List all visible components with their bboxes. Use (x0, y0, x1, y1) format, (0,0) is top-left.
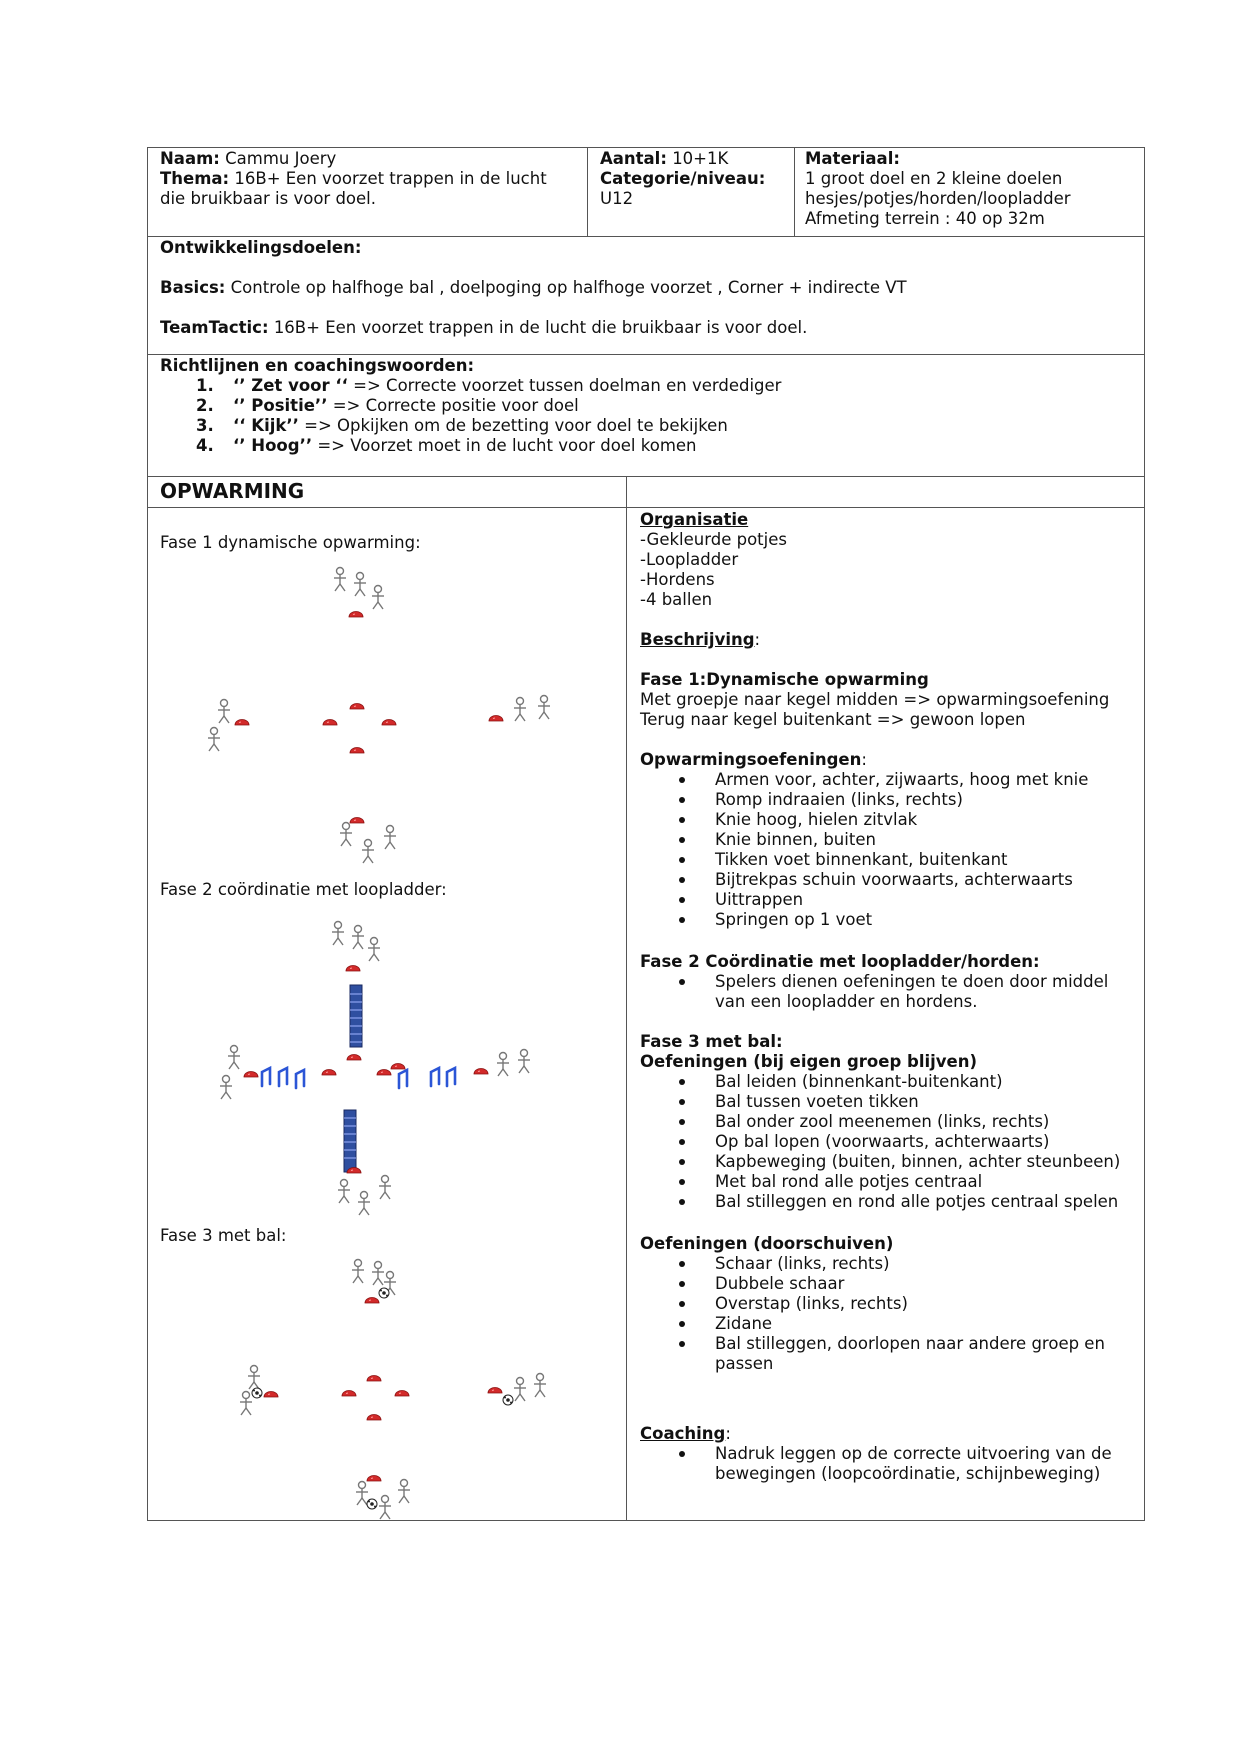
bullet (679, 777, 685, 783)
oef1-item: Bal stilleggen en rond alle potjes centraal spelen (715, 1192, 1119, 1211)
oef1-item: Op bal lopen (voorwaarts, achterwaarts) (715, 1132, 1050, 1151)
fase1-title: Fase 1:Dynamische opwarming (640, 670, 929, 689)
thema-line-2: die bruikbaar is voor doel. (160, 189, 376, 208)
bullet (679, 817, 685, 823)
doelen-title: Ontwikkelingsdoelen: (160, 238, 362, 257)
richtlijn-num: 4. (196, 436, 214, 455)
categorie-label: Categorie/niveau: (600, 169, 766, 188)
oef2-item: Overstap (links, rechts) (715, 1294, 908, 1313)
materiaal-item: hesjes/potjes/horden/loopladder (805, 189, 1071, 208)
fase1-line: Met groepje naar kegel midden => opwarmingsoefening (640, 690, 1110, 709)
bullet (679, 1301, 685, 1307)
oef1-item: Kapbeweging (buiten, binnen, achter steunbeen) (715, 1152, 1121, 1171)
bullet (679, 1261, 685, 1267)
bullet (679, 1179, 685, 1185)
oef1-item: Bal leiden (binnenkant-buitenkant) (715, 1072, 1003, 1091)
bullet (679, 1079, 685, 1085)
oefeningen-groep-title: Oefeningen (bij eigen groep blijven) (640, 1052, 978, 1071)
materiaal-label: Materiaal: (805, 149, 900, 168)
opwarmingsoefeningen-title: Opwarmingsoefeningen: (640, 750, 867, 769)
opw-item: Knie hoog, hielen zitvlak (715, 810, 918, 829)
fase1-line: Terug naar kegel buitenkant => gewoon lopen (640, 710, 1026, 729)
fase3-label: Fase 3 met bal: (160, 1226, 287, 1245)
opw-item: Tikken voet binnenkant, buitenkant (715, 850, 1008, 869)
thema-line: Thema: 16B+ Een voorzet trappen in de lucht (160, 169, 547, 188)
richtlijnen-title: Richtlijnen en coachingswoorden: (160, 356, 475, 375)
section-title: OPWARMING (160, 479, 305, 503)
bullet (679, 917, 685, 923)
fase3-diagram (240, 1260, 546, 1520)
bullet (679, 797, 685, 803)
coaching-item: Nadruk leggen op de correcte uitvoering van de (715, 1444, 1112, 1463)
fase2-item: Spelers dienen oefeningen te doen door middel (715, 972, 1109, 991)
fase2-item-cont: van een loopladder en hordens. (715, 992, 978, 1011)
aantal-line: Aantal: 10+1K (600, 149, 729, 168)
coaching-title: Coaching: (640, 1424, 731, 1443)
bullet (679, 1139, 685, 1145)
org-item: -4 ballen (640, 590, 713, 609)
bullet (679, 1199, 685, 1205)
org-item: -Hordens (640, 570, 715, 589)
basics-line: Basics: Controle op halfhoge bal , doelpoging op halfhoge voorzet , Corner + indirecte VT (160, 278, 907, 297)
opw-item: Knie binnen, buiten (715, 830, 876, 849)
bullet (679, 1281, 685, 1287)
oef1-item: Met bal rond alle potjes centraal (715, 1172, 983, 1191)
oef1-item: Bal onder zool meenemen (links, rechts) (715, 1112, 1050, 1131)
org-item: -Gekleurde potjes (640, 530, 787, 549)
richtlijn-num: 3. (196, 416, 214, 435)
bullet (679, 1451, 685, 1457)
bullet (679, 877, 685, 883)
opw-item: Bijtrekpas schuin voorwaarts, achterwaarts (715, 870, 1073, 889)
richtlijn-num: 1. (196, 376, 214, 395)
bullet (679, 857, 685, 863)
materiaal-item: Afmeting terrein : 40 op 32m (805, 209, 1045, 228)
opw-item: Springen op 1 voet (715, 910, 873, 929)
richtlijn-item: ‘’ Hoog’’ => Voorzet moet in de lucht voor doel komen (233, 436, 697, 455)
oef2-item: Dubbele schaar (715, 1274, 845, 1293)
bullet (679, 837, 685, 843)
bullet (679, 1159, 685, 1165)
richtlijn-item: ‘’ Positie’’ => Correcte positie voor doel (233, 396, 579, 415)
bullet (679, 1099, 685, 1105)
oefeningen-doorschuiven-title: Oefeningen (doorschuiven) (640, 1234, 894, 1253)
beschrijving-title: Beschrijving: (640, 630, 761, 649)
oef2-item: Schaar (links, rechts) (715, 1254, 890, 1273)
richtlijn-item: ‘’ Zet voor ‘‘ => Correcte voorzet tussen doelman en verdediger (233, 376, 782, 395)
bullet (679, 1119, 685, 1125)
oef2-item-cont: passen (715, 1354, 774, 1373)
organisatie-title: Organisatie (640, 510, 749, 529)
oef2-item: Zidane (715, 1314, 773, 1333)
oef2-item: Bal stilleggen, doorlopen naar andere groep en (715, 1334, 1105, 1353)
richtlijn-num: 2. (196, 396, 214, 415)
fase2-diagram (220, 922, 530, 1216)
teamtactic-line: TeamTactic: 16B+ Een voorzet trappen in de lucht die bruikbaar is voor doel. (160, 318, 808, 337)
bullet (679, 1321, 685, 1327)
naam-line: Naam: Cammu Joery (160, 149, 337, 168)
fase3-title: Fase 3 met bal: (640, 1032, 783, 1051)
bullet (679, 979, 685, 985)
fase1-label: Fase 1 dynamische opwarming: (160, 533, 421, 552)
oef1-item: Bal tussen voeten tikken (715, 1092, 919, 1111)
org-item: -Loopladder (640, 550, 739, 569)
fase2-label: Fase 2 coördinatie met loopladder: (160, 880, 447, 899)
opw-item: Uittrappen (715, 890, 804, 909)
bullet (679, 1341, 685, 1347)
materiaal-item: 1 groot doel en 2 kleine doelen (805, 169, 1063, 188)
fase1-diagram (208, 568, 550, 864)
opw-item: Romp indraaien (links, rechts) (715, 790, 963, 809)
categorie-value: U12 (600, 189, 634, 208)
opw-item: Armen voor, achter, zijwaarts, hoog met knie (715, 770, 1089, 789)
bullet (679, 897, 685, 903)
fase2-title: Fase 2 Coördinatie met loopladder/horden: (640, 952, 1040, 971)
coaching-item-cont: bewegingen (loopcoördinatie, schijnbeweging) (715, 1464, 1101, 1483)
richtlijn-item: ‘‘ Kijk’’ => Opkijken om de bezetting voor doel te bekijken (233, 416, 728, 435)
